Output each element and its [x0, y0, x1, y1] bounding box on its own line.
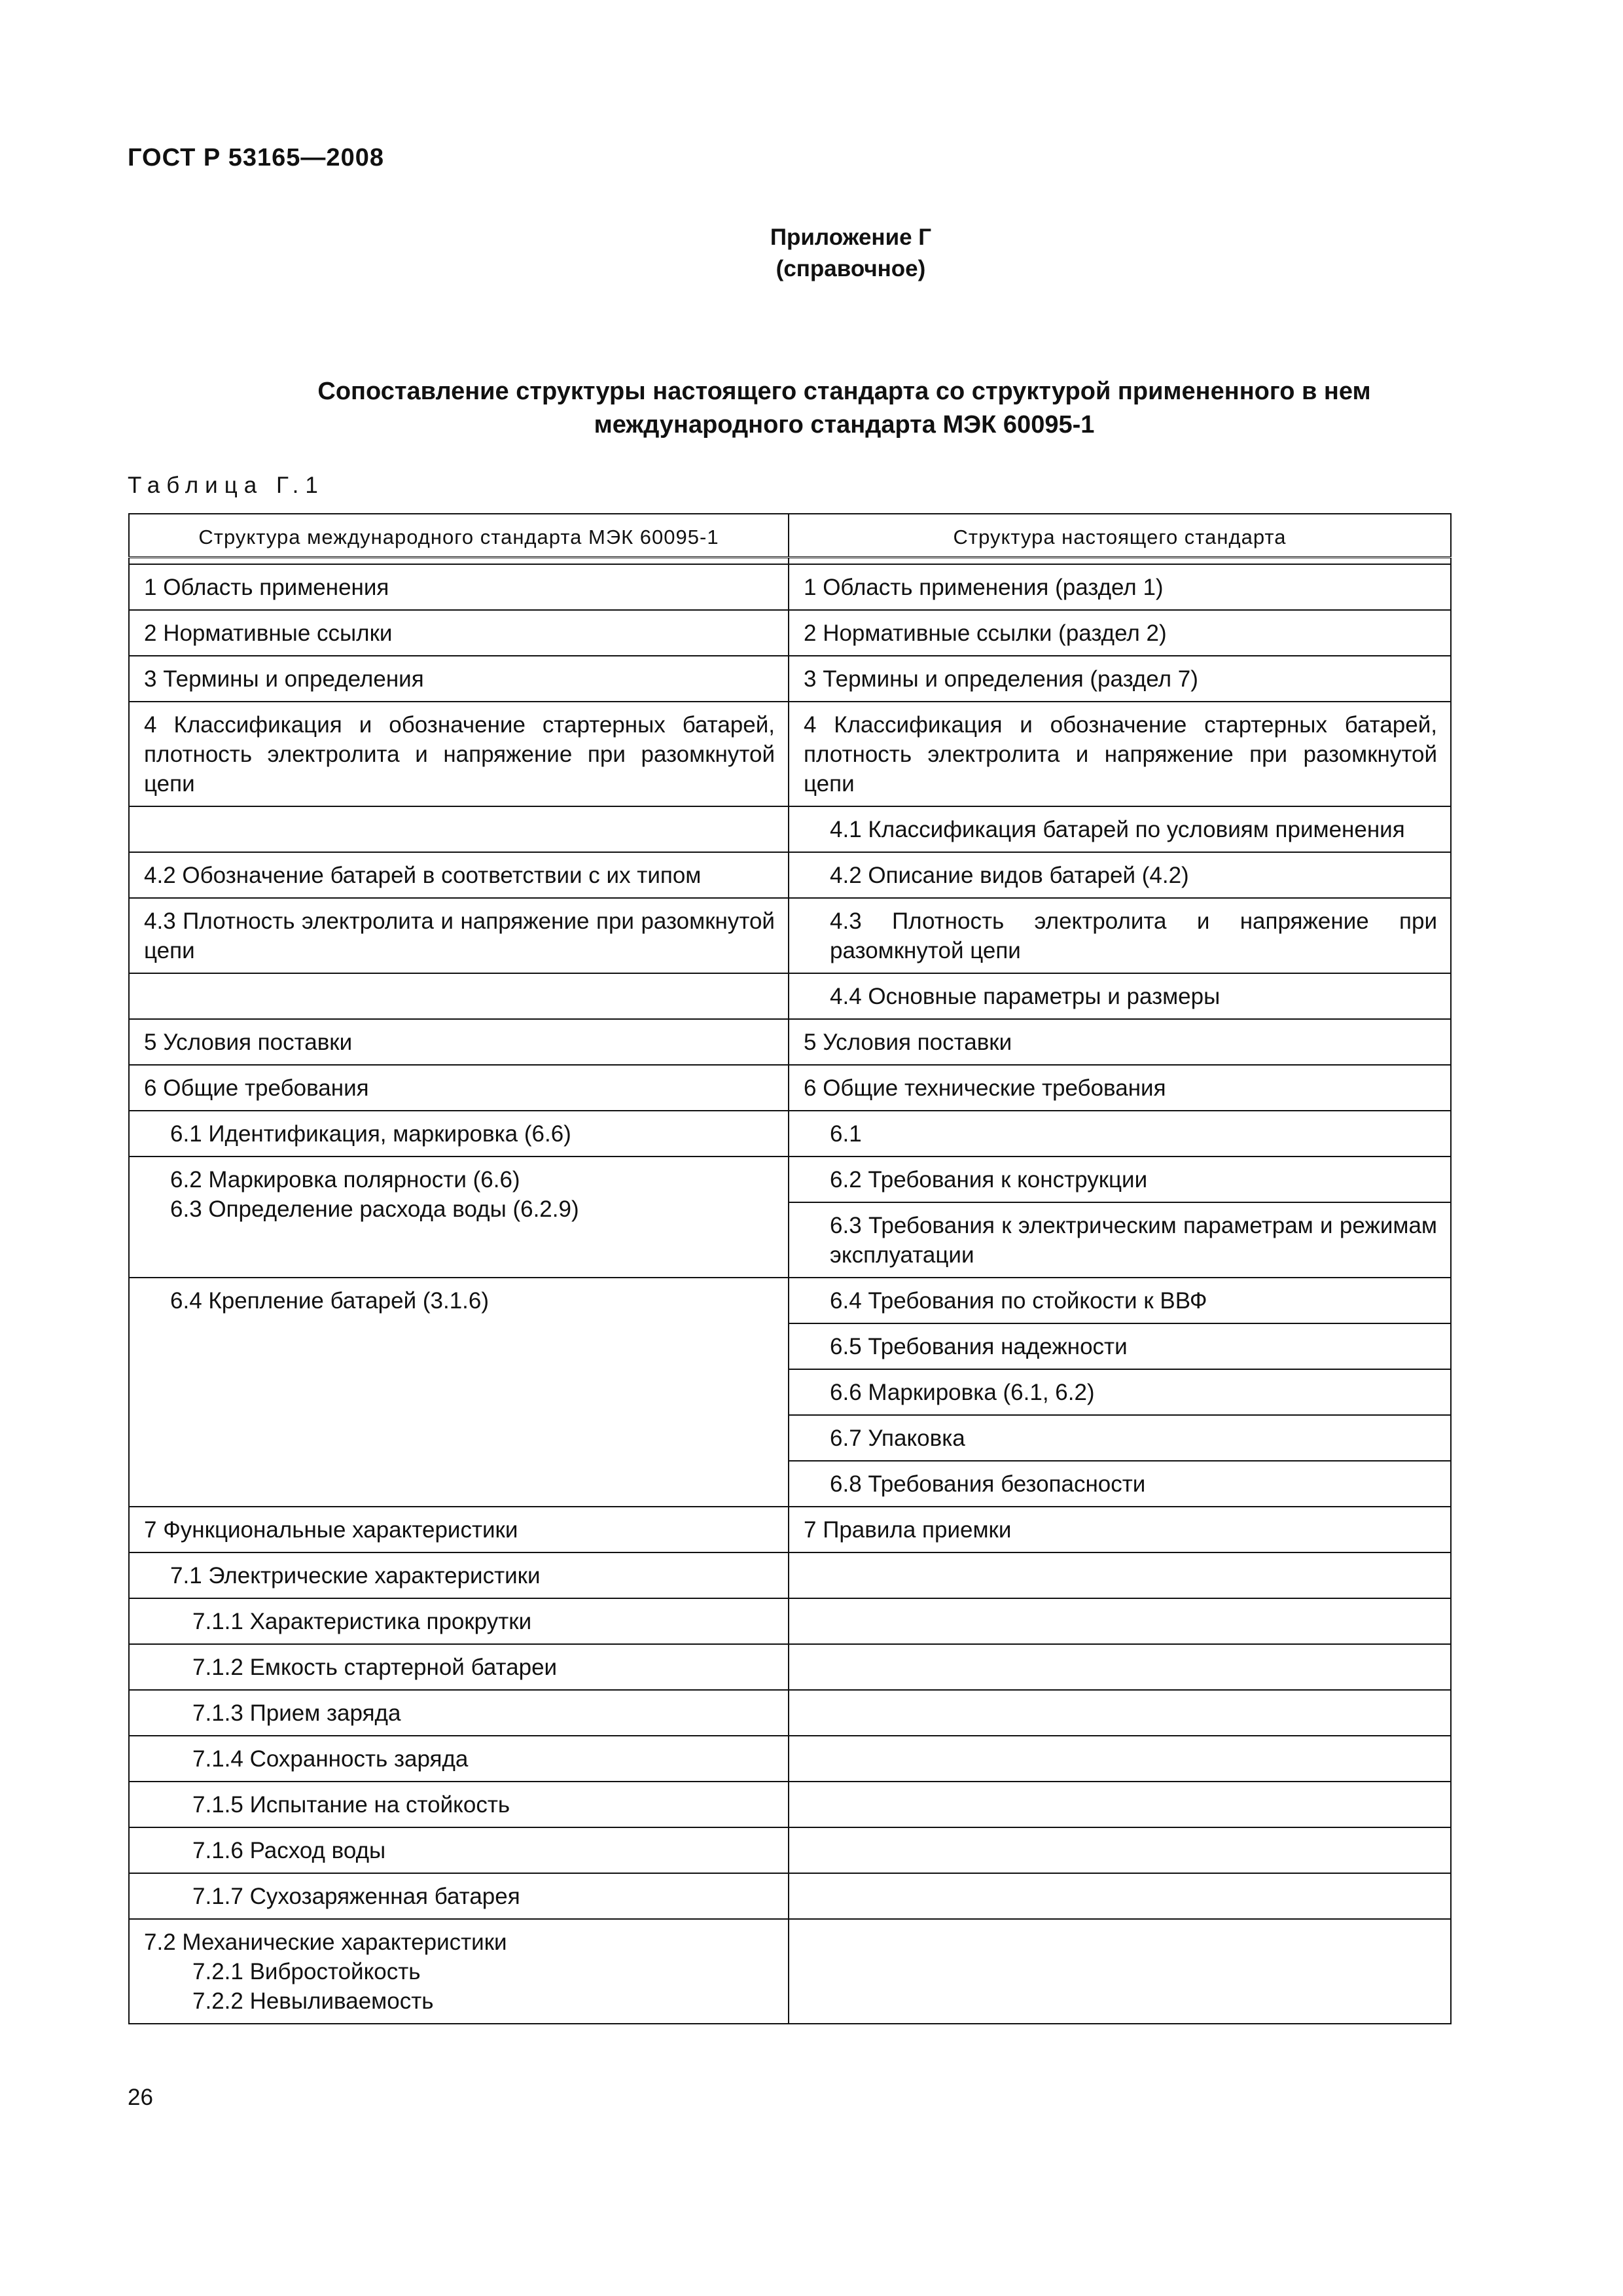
table-cell-left: 3 Термины и определения	[129, 656, 789, 702]
table-row	[129, 852, 1451, 898]
column-header-national: Структура настоящего стандарта	[789, 514, 1451, 558]
table-row	[129, 973, 1451, 1019]
table-cell-right	[789, 1827, 1451, 1873]
table-cell-right: 4.2 Описание видов батарей (4.2)	[789, 852, 1451, 898]
table-cell-right: 6 Общие технические требования	[789, 1065, 1451, 1111]
table-row	[129, 806, 1451, 852]
table-row	[129, 1157, 1451, 1202]
cell-line: 7.2.1 Вибростойкость	[192, 1959, 421, 1984]
table-row	[129, 1552, 1451, 1598]
table-cell-left: 7 Функциональные характеристики	[129, 1507, 789, 1552]
table-row	[129, 702, 1451, 806]
table-row	[129, 610, 1451, 656]
table-cell-left: 5 Условия поставки	[129, 1019, 789, 1065]
table-cell-left: 7.1.4 Сохранность заряда	[129, 1736, 789, 1782]
document-title	[170, 375, 1518, 442]
title-line-1: Сопоставление структуры настоящего стандарта со структурой примененного в нем	[317, 378, 1371, 405]
table-cell-right: 4.4 Основные параметры и размеры	[789, 973, 1451, 1019]
annex-type: (справочное)	[776, 256, 926, 281]
table-cell-right: 4.3 Плотность электролита и напряжение при разомкнутой цепи	[789, 898, 1451, 973]
table-cell-left: 4.2 Обозначение батарей в соответствии с их типом	[129, 852, 789, 898]
table-cell-right: 6.1	[789, 1111, 1451, 1157]
column-header-international: Структура международного стандарта МЭК 60095-1	[129, 514, 789, 558]
table-cell-right: 7 Правила приемки	[789, 1507, 1451, 1552]
table-cell-left: 7.1.2 Емкость стартерной батареи	[129, 1644, 789, 1690]
table-cell-right: 4 Классификация и обозначение стартерных батарей, плотность электролита и напряжение при разомкнутой цепи	[789, 702, 1451, 806]
cell-line: 6.2 Маркировка полярности (6.6)	[170, 1167, 520, 1193]
table-cell-left: 7.1.7 Сухозаряженная батарея	[129, 1873, 789, 1919]
table-row	[129, 656, 1451, 702]
table-cell-left: 7.1.1 Характеристика прокрутки	[129, 1598, 789, 1644]
table-cell-right: 3 Термины и определения (раздел 7)	[789, 656, 1451, 702]
table-cell-left: 6.4 Крепление батарей (3.1.6)	[129, 1278, 789, 1507]
table-cell-right	[789, 1736, 1451, 1782]
table-cell-left: 1 Область применения	[129, 564, 789, 610]
table-row	[129, 1736, 1451, 1782]
table-row	[129, 1690, 1451, 1736]
cell-line: 7.2 Механические характеристики	[144, 1929, 507, 1955]
table-row	[129, 1019, 1451, 1065]
table-cell-left: 4.3 Плотность электролита и напряжение при разомкнутой цепи	[129, 898, 789, 973]
cell-line: 7.2.2 Невыливаемость	[192, 1988, 434, 2014]
table-row	[129, 1827, 1451, 1873]
table-row	[129, 1278, 1451, 1323]
table-cell-right: 1 Область применения (раздел 1)	[789, 564, 1451, 610]
table-cell-left	[129, 806, 789, 852]
title-line-2: международного стандарта МЭК 60095-1	[594, 411, 1095, 439]
table-cell-right: 6.6 Маркировка (6.1, 6.2)	[789, 1369, 1451, 1415]
table-cell-left: 2 Нормативные ссылки	[129, 610, 789, 656]
table-row	[129, 1919, 1451, 2024]
table-cell-right	[789, 1644, 1451, 1690]
table-cell-right: 6.3 Требования к электрическим параметрам и режимам эксплуатации	[789, 1202, 1451, 1278]
table-row	[129, 1873, 1451, 1919]
table-cell-right: 6.5 Требования надежности	[789, 1323, 1451, 1369]
page-number: 26	[128, 2085, 153, 2110]
table-row	[129, 1507, 1451, 1552]
table-cell-left: 7.1.3 Прием заряда	[129, 1690, 789, 1736]
table-cell-left	[129, 1919, 789, 2024]
table-cell-right: 2 Нормативные ссылки (раздел 2)	[789, 610, 1451, 656]
cell-line: 6.3 Определение расхода воды (6.2.9)	[170, 1196, 579, 1222]
table-header-row	[129, 514, 1451, 558]
table-cell-left: 4 Классификация и обозначение стартерных батарей, плотность электролита и напряжение при разомкнутой цепи	[129, 702, 789, 806]
table-cell-right	[789, 1919, 1451, 2024]
table-row	[129, 1644, 1451, 1690]
table-cell-left: 7.1.5 Испытание на стойкость	[129, 1782, 789, 1827]
table-label: Таблица Г.1	[128, 473, 325, 498]
table-row	[129, 1598, 1451, 1644]
table-cell-left: 7.1.6 Расход воды	[129, 1827, 789, 1873]
table-cell-right	[789, 1782, 1451, 1827]
table-cell-left	[129, 1157, 789, 1278]
annex-label: Приложение Г	[770, 224, 932, 250]
table-cell-right: 5 Условия поставки	[789, 1019, 1451, 1065]
table-cell-right	[789, 1873, 1451, 1919]
table-cell-left	[129, 973, 789, 1019]
table-row	[129, 898, 1451, 973]
table-cell-right	[789, 1690, 1451, 1736]
comparison-table	[128, 513, 1452, 2024]
table-cell-right: 6.4 Требования по стойкости к ВВФ	[789, 1278, 1451, 1323]
table-cell-right: 6.8 Требования безопасности	[789, 1461, 1451, 1507]
table-cell-left: 6 Общие требования	[129, 1065, 789, 1111]
standard-id: ГОСТ Р 53165—2008	[128, 144, 384, 171]
table-cell-right	[789, 1598, 1451, 1644]
table-row	[129, 1782, 1451, 1827]
table-header-spacer	[129, 558, 1451, 565]
table-row	[129, 1111, 1451, 1157]
table-cell-right: 6.2 Требования к конструкции	[789, 1157, 1451, 1202]
table-row	[129, 1065, 1451, 1111]
table-cell-left: 6.1 Идентификация, маркировка (6.6)	[129, 1111, 789, 1157]
table-row	[129, 564, 1451, 610]
table-cell-right	[789, 1552, 1451, 1598]
table-cell-left: 7.1 Электрические характеристики	[129, 1552, 789, 1598]
table-cell-right: 6.7 Упаковка	[789, 1415, 1451, 1461]
table-cell-right: 4.1 Классификация батарей по условиям применения	[789, 806, 1451, 852]
